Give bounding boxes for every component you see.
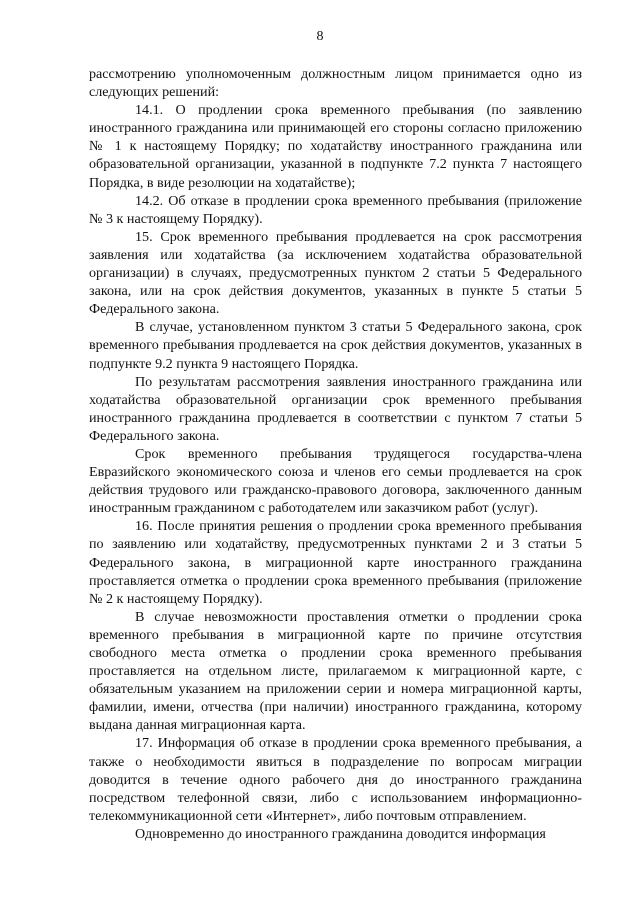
paragraph-15: 15. Срок временного пребывания продлевается на срок рассмотрения заявления или ходатайства (за исключением ходатайства образовательной организации) в случаях, предусмотренных пунктом 2 статьи 5 Федерального закона, или на срок действия документов, указанных в пункте 5 статьи 5 Федерального закона. xyxy=(89,228,582,318)
paragraph-15-eaeu: Срок временного пребывания трудящегося государства-члена Евразийского экономического союза и членов его семьи продлевается на срок действия трудового или гражданско-правового договора, заключенного данным иностранным гражданином с работодателем или заказчиком работ (услуг). xyxy=(89,445,582,517)
paragraph-17-info: Одновременно до иностранного гражданина доводится информация xyxy=(135,825,546,842)
paragraph-15-case: В случае, установленном пунктом 3 статьи 5 Федерального закона, срок временного пребывания продлевается на срок действия документов, указанных в подпункте 9.2 пункта 9 настоящего Порядка. xyxy=(89,319,582,372)
paragraph-16-no-space: В случае невозможности проставления отметки о продлении срока временного пребывания в миграционной карте по причине отсутствия свободного места отметка о продлении срока временного пребывания проставляется на отдельном листе, прилагаемом к миграционной карте, с обязательным указанием на приложении серии и номера миграционной карты, фамилии, имени, отчества (при наличии) иностранного гражданина, которому выдана данная миграционная карта. xyxy=(89,608,582,734)
page-number: 8 xyxy=(316,29,324,44)
paragraph-continuation: рассмотрению уполномоченным должностным лицом принимается одно из следующих решений: xyxy=(89,66,582,101)
paragraph-15-results: По результатам рассмотрения заявления иностранного гражданина или ходатайства образовательной организации срок временного пребывания иностранного гражданина продлевается в соответствии с пунктом 7 статьи 5 Федерального закона. xyxy=(89,373,582,444)
paragraph-14-2: 14.2. Об отказе в продлении срока временного пребывания (приложение № 3 к настоящему Порядку). xyxy=(89,192,582,227)
paragraph-14-1: 14.1. О продлении срока временного пребывания (по заявлению иностранного гражданина или принимающей его стороны согласно приложению № 1 к настоящему Порядку; по ходатайству иностранного гражданина или образовательной организации, указанной в подпункте 7.2 пункта 7 настоящего Порядка, в виде резолюции на ходатайстве); xyxy=(89,102,582,191)
document-body xyxy=(89,65,582,843)
paragraph-17: 17. Информация об отказе в продлении срока временного пребывания, а также о необходимости явиться в подразделение по вопросам миграции доводится в течение одного рабочего дня до иностранного гражданина посредством телефонной связи, либо с использованием информационно-телекоммуникационной сети «Интернет», либо почтовым отправлением. xyxy=(89,735,582,824)
paragraph-16: 16. После принятия решения о продлении срока временного пребывания по заявлению или ходатайству, предусмотренных пунктами 2 и 3 статьи 5 Федерального закона, в миграционной карте иностранного гражданина проставляется отметка о продлении срока временного пребывания (приложение № 2 к настоящему Порядку). xyxy=(89,518,582,607)
